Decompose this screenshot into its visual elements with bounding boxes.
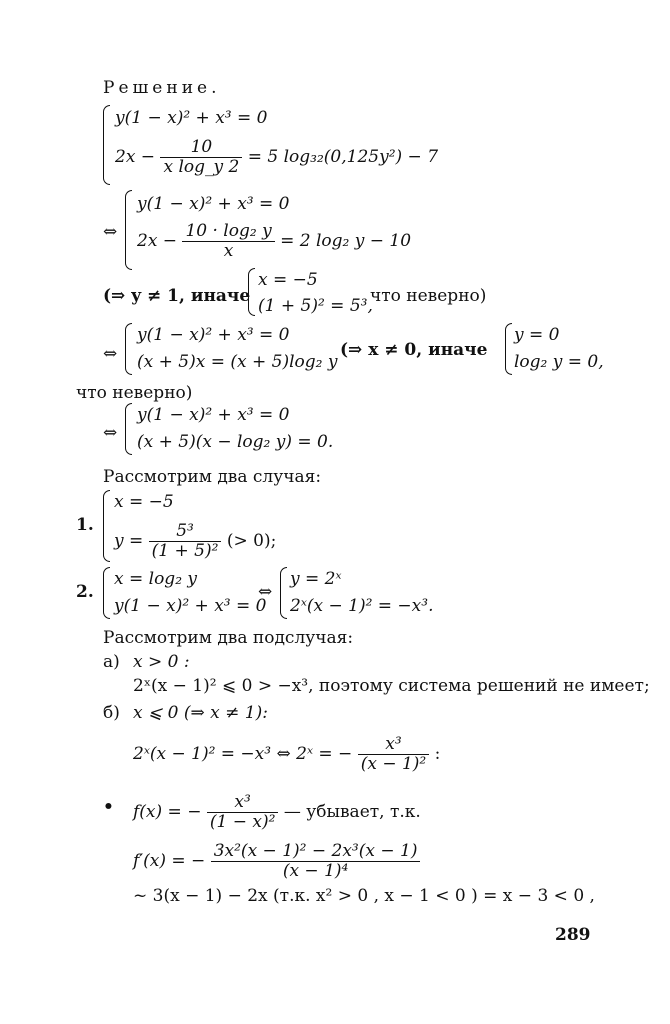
subcase-a-condition: x > 0 : [133, 652, 190, 672]
subcase-b-equation: 2ˣ(x − 1)² = −x³ ⇔ 2ˣ = − $\frac{\text{x³}}{\text{(x − 1)²}}$ : [133, 734, 441, 774]
system3-brace [125, 323, 132, 375]
cases-intro: Рассмотрим два случая: [103, 467, 322, 487]
equivalence-arrow-1: ⇔ [103, 222, 118, 242]
system1-eq2: 2x − $\frac{10}{\text{x log\_y 2}}$ = 5 log₃₂(0,125y²) − 7 [115, 137, 439, 177]
note1-eq2: (1 + 5)² = 5³, [258, 296, 373, 316]
subcase-a-text: 2ˣ(x − 1)² ⩽ 0 > −x³, поэтому система решений не имеет; [133, 676, 650, 696]
equivalence-arrow-2: ⇔ [103, 344, 118, 364]
case2-eq1: x = log₂ y [114, 569, 198, 589]
system4-eq2: (x + 5)(x − log₂ y) = 0. [137, 432, 334, 452]
case2-eq4: 2ˣ(x − 1)² = −x³. [290, 596, 434, 616]
derivative-line2: ~ 3(x − 1) − 2x (т.к. x² > 0 , x − 1 < 0 ) = x − 3 < 0 , [133, 886, 595, 906]
note1-brace [248, 268, 255, 316]
case1-number: 1. [76, 515, 94, 535]
subcase-a-label: а) [103, 652, 120, 672]
system3-eq2: (x + 5)x = (x + 5)log₂ y [137, 352, 338, 372]
system1-brace [103, 105, 110, 185]
system3-note: (⇒ x ≠ 0, иначе [340, 340, 488, 360]
case1-eq2: y = $\frac{\text{5³}}{\text{(1 + 5)²}}$ (> 0); [114, 521, 277, 561]
system2-eq2: 2x − $\frac{\text{10 · log₂ y}}{x}$ = 2 log₂ y − 10 [137, 221, 412, 261]
note1-prefix: (⇒ y ≠ 1, иначе [103, 286, 251, 306]
case2-result-brace [280, 567, 287, 619]
subcase-b-label: б) [103, 703, 120, 723]
page-number: 289 [555, 925, 591, 945]
subcases-intro: Рассмотрим два подслучая: [103, 628, 354, 648]
subcase-b-condition: x ⩽ 0 (⇒ x ≠ 1): [133, 703, 268, 723]
note1-eq1: x = −5 [258, 270, 318, 290]
system4-eq1: y(1 − x)² + x³ = 0 [137, 405, 290, 425]
case2-brace [103, 567, 110, 619]
function-definition: f(x) = − $\frac{\text{x³}}{\text{(1 − x)²}}$ — убывает, т.к. [133, 792, 421, 832]
bullet-mark: • [103, 797, 114, 817]
system3-eq1: y(1 − x)² + x³ = 0 [137, 325, 290, 345]
system3-alt1: y = 0 [514, 325, 560, 345]
system3-continuation: что неверно) [76, 383, 193, 403]
system4-brace [125, 403, 132, 455]
derivative-equation: f′(x) = − $\frac{\text{3x²(x − 1)² − 2x³(x − 1)}}{\text{(x − 1)⁴}}$ [133, 842, 420, 881]
system3-alt2: log₂ y = 0, [514, 352, 604, 372]
case2-number: 2. [76, 582, 94, 602]
equivalence-arrow-3: ⇔ [103, 423, 118, 443]
case1-brace [103, 490, 110, 562]
solution-heading: Решение. [103, 78, 221, 98]
case2-eq2: y(1 − x)² + x³ = 0 [114, 596, 267, 616]
system1-eq1: y(1 − x)² + x³ = 0 [115, 108, 268, 128]
case1-eq1: x = −5 [114, 492, 174, 512]
system2-brace [125, 190, 132, 270]
note1-suffix: что неверно) [370, 286, 487, 306]
system3-alt-brace [505, 323, 512, 375]
case2-eq3: y = 2ˣ [290, 569, 342, 589]
equivalence-arrow-4: ⇔ [258, 582, 273, 602]
system2-eq1: y(1 − x)² + x³ = 0 [137, 194, 290, 214]
